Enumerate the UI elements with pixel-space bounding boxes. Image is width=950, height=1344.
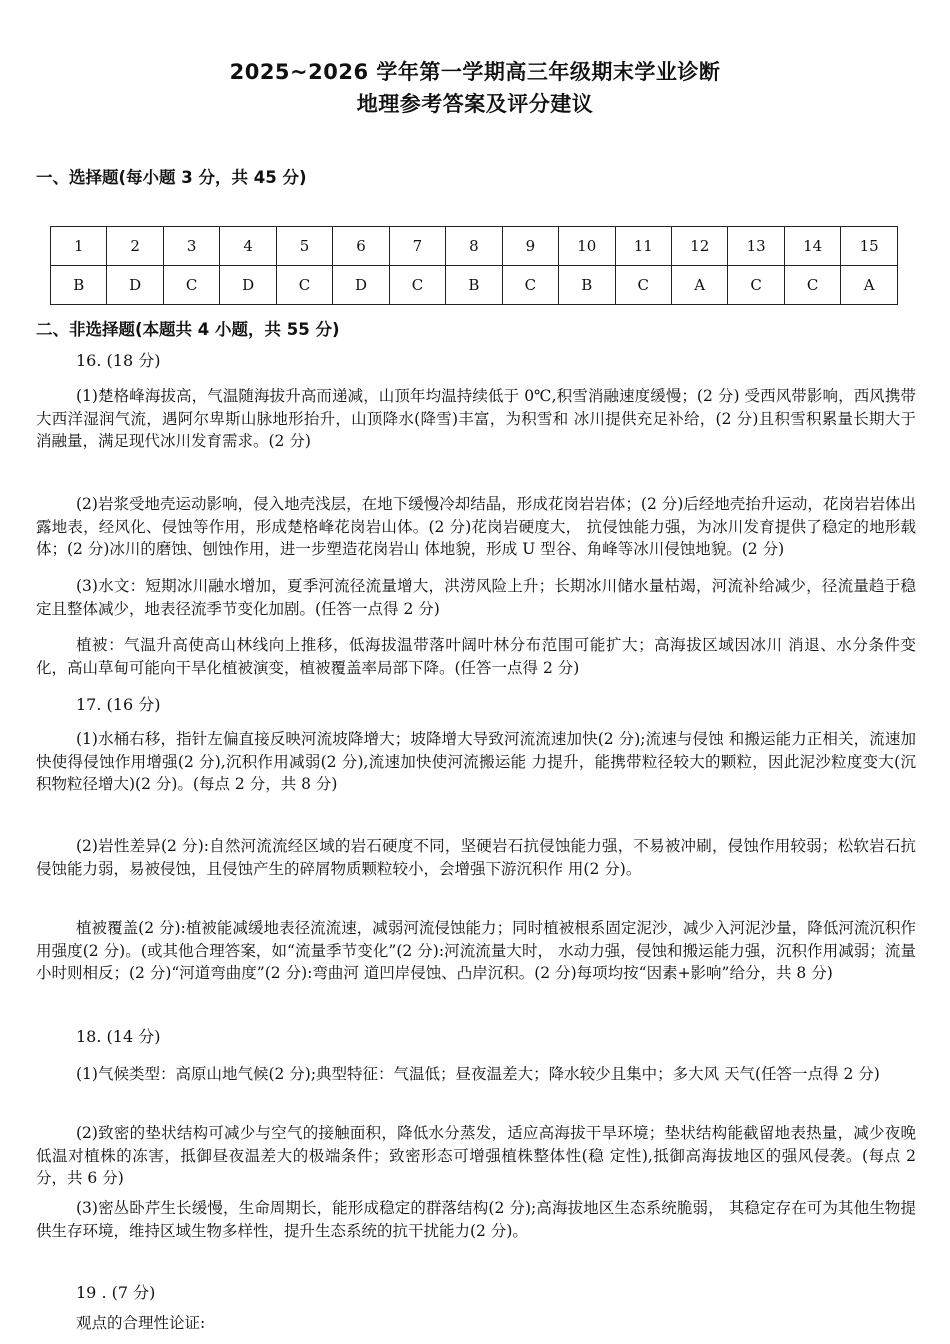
question-number: 8 [446,227,502,266]
question-number: 7 [389,227,445,266]
question-19-heading: 19 . (7 分) [76,1283,156,1302]
answer-cell: C [389,266,445,305]
answer-cell: C [502,266,558,305]
question-number: 5 [276,227,332,266]
answer-cell: C [163,266,219,305]
question-number: 15 [841,227,898,266]
answer-cell: A [671,266,727,305]
question-number: 3 [163,227,219,266]
question-18-heading: 18. (14 分) [76,1027,161,1046]
document-title: 2025~2026 学年第一学期高三年级期末学业诊断 [229,60,721,84]
question-18-part-3: (3)密丛卧芹生长缓慢，生命周期长，能形成稳定的群落结构(2 分);高海拔地区生态系统脆弱， 其稳定存在可为其他生物提供生存环境，维持区域生物多样性，提升生态系统的抗干扰能力(2 分)。 [36,1199,916,1240]
answer-cell: C [276,266,332,305]
answer-cell: B [559,266,615,305]
question-17-part-2: (2)岩性差异(2 分):自然河流流经区域的岩石硬度不同，坚硬岩石抗侵蚀能力强，不易被冲刷，侵蚀作用较弱；松软岩石抗侵蚀能力弱，易被侵蚀，且侵蚀产生的碎屑物质颗粒较小，会增强下游沉积作 用(2 分)。 [36,837,916,878]
question-18-part-2: (2)致密的垫状结构可减少与空气的接触面积，降低水分蒸发，适应高海拔干旱环境；垫状结构能截留地表热量，减少夜晚低温对植株的冻害，抵御昼夜温差大的极端条件；致密形态可增强植株整体性(稳 定性),抵御高海拔地区的强风侵袭。(每点 2 分，共 6 分) [36,1124,916,1187]
question-17-part-1: (1)水桶右移，指针左偏直接反映河流坡降增大；坡降增大导致河流流速加快(2 分);流速与侵蚀 和搬运能力正相关，流速加快使得侵蚀作用增强(2 分),沉积作用减弱(2 分),流速加快使河流搬运能 力提升，能携带粒径较大的颗粒，因此泥沙粒度变大(沉积物粒径增大)(2 分)。(每点 2 分，共 8 分) [36,730,916,793]
question-number: 4 [220,227,276,266]
question-16-part-3-vegetation: 植被：气温升高使高山林线向上推移，低海拔温带落叶阔叶林分布范围可能扩大；高海拔区域因冰川 消退、水分条件变化，高山草甸可能向干旱化植被演变，植被覆盖率局部下降。(任答一点得 2 分) [36,636,916,677]
question-17-heading: 17. (16 分) [76,695,161,714]
document-subtitle: 地理参考答案及评分建议 [356,92,594,116]
section-2-heading: 二、非选择题(本题共 4 小题，共 55 分) [36,320,340,339]
answer-cell: A [841,266,898,305]
question-number: 9 [502,227,558,266]
answer-cell: C [728,266,784,305]
answer-table [50,226,898,305]
question-17-part-2-vegetation: 植被覆盖(2 分):植被能减缓地表径流流速，减弱河流侵蚀能力；同时植被根系固定泥沙，减少入河泥沙量，降低河流沉积作用强度(2 分)。(或其他合理答案，如“流量季节变化”(2 分):河流流量大时， 水动力强，侵蚀和搬运能力强，沉积作用减弱；流量小时则相反；(2 分)“河道弯曲度”(2 分):弯曲河 道凹岸侵蚀、凸岸沉积。(2 分)每项均按“因素+影响”给分，共 8 分) [36,919,916,982]
question-16-heading: 16. (18 分) [76,351,161,370]
question-number: 11 [615,227,671,266]
section-1-heading: 一、选择题(每小题 3 分，共 45 分) [36,168,307,187]
answer-cell: B [446,266,502,305]
answer-cell: B [51,266,107,305]
question-number: 12 [671,227,727,266]
question-number: 2 [107,227,163,266]
question-19-part-1: 观点的合理性论证: [76,1314,206,1332]
answer-cell: C [784,266,840,305]
question-number-row [51,227,898,266]
answer-cell: D [333,266,389,305]
question-number: 13 [728,227,784,266]
question-number: 14 [784,227,840,266]
question-16-part-1: (1)楚格峰海拔高，气温随海拔升高而递减，山顶年均温持续低于 0℃,积雪消融速度缓慢；(2 分) 受西风带影响，西风携带大西洋湿润气流，遇阿尔卑斯山脉地形抬升，山顶降水(降雪)丰富，为积雪和 冰川提供充足补给，(2 分)且积雪积累量长期大于消融量，满足现代冰川发育需求。(2 分) [36,387,916,450]
question-number: 1 [51,227,107,266]
question-18-part-1: (1)气候类型：高原山地气候(2 分);典型特征：气温低；昼夜温差大；降水较少且集中；多大风 天气(任答一点得 2 分) [76,1065,880,1083]
question-number: 6 [333,227,389,266]
question-number: 10 [559,227,615,266]
answer-row [51,266,898,305]
answer-cell: D [107,266,163,305]
answer-cell: D [220,266,276,305]
answer-cell: C [615,266,671,305]
question-16-part-3-hydrology: (3)水文：短期冰川融水增加，夏季河流径流量增大，洪涝风险上升；长期冰川储水量枯竭，河流补给减少，径流量趋于稳定且整体减少，地表径流季节变化加剧。(任答一点得 2 分) [36,577,916,618]
question-16-part-2: (2)岩浆受地壳运动影响，侵入地壳浅层，在地下缓慢冷却结晶，形成花岗岩岩体；(2 分)后经地壳抬升运动，花岗岩岩体出露地表，经风化、侵蚀等作用，形成楚格峰花岗岩山体。(2 分)花岗岩硬度大， 抗侵蚀能力强，为冰川发育提供了稳定的地形载体；(2 分)冰川的磨蚀、刨蚀作用，进一步塑造花岗岩山 体地貌，形成 U 型谷、角峰等冰川侵蚀地貌。(2 分) [36,495,916,558]
